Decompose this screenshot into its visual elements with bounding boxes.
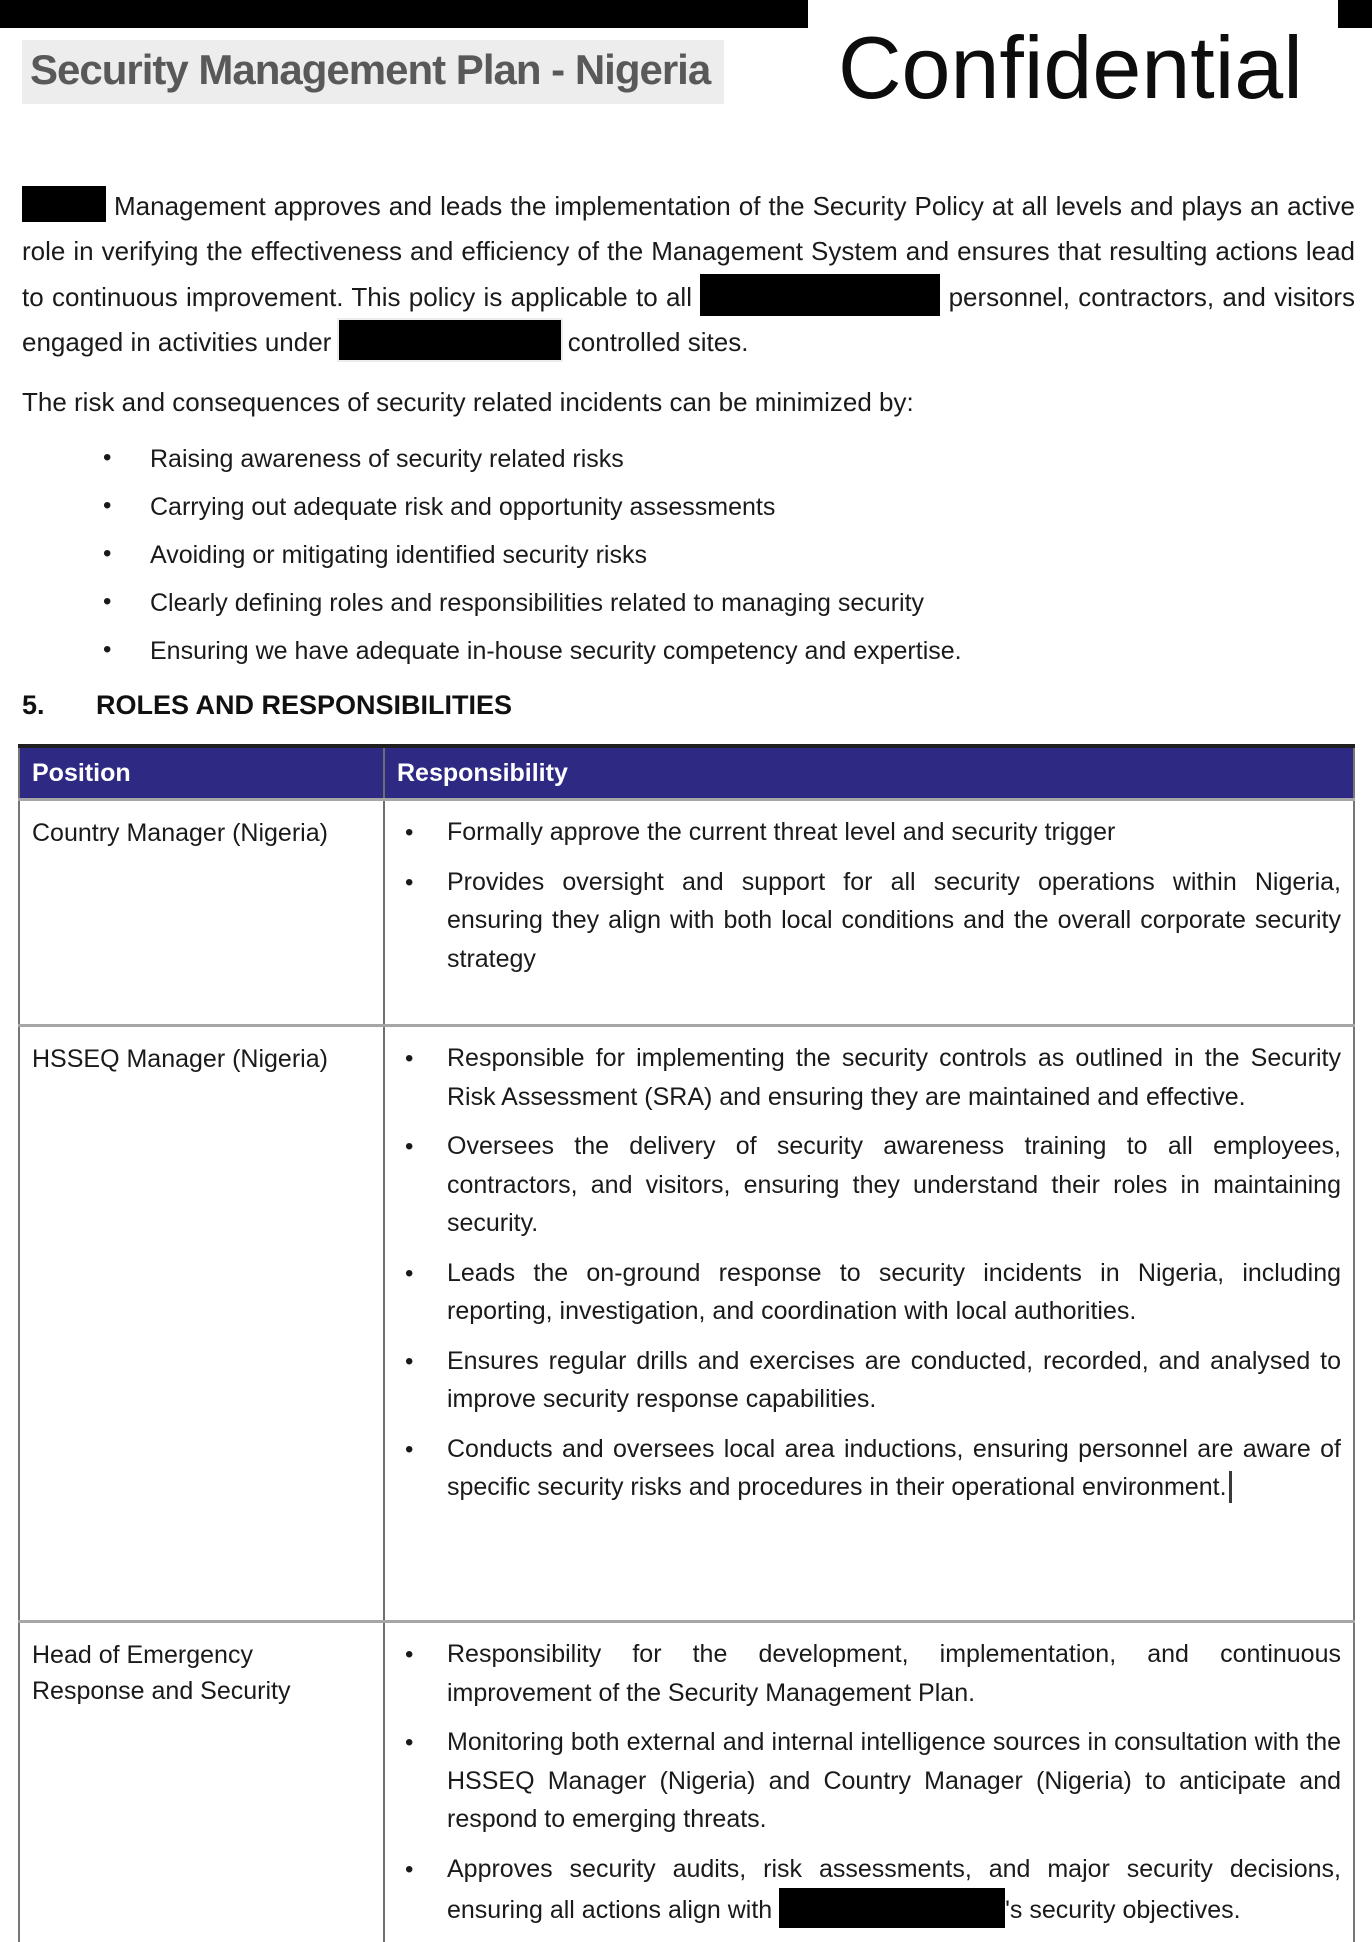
responsibility-item <box>405 1850 1341 1930</box>
bullet-icon: • <box>405 1729 414 1756</box>
table-header-row <box>19 746 1354 800</box>
responsibility-item <box>405 863 1341 979</box>
bullet-icon: • <box>405 1259 414 1287</box>
column-header-responsibility: Responsibility <box>384 746 1354 800</box>
position-cell: HSSEQ Manager (Nigeria) <box>19 1026 384 1622</box>
document-title: Security Management Plan - Nigeria <box>22 40 724 104</box>
bullet-icon: • <box>405 1045 414 1072</box>
redaction-box <box>22 186 106 222</box>
table-row <box>19 1622 1354 1942</box>
responsibility-cell <box>384 800 1354 1026</box>
responsibility-item <box>405 1254 1341 1331</box>
list-item-text: Ensuring we have adequate in-house security competency and expertise. <box>150 637 962 665</box>
bullet-icon: • <box>405 1641 414 1668</box>
bullet-icon: • <box>405 1855 414 1883</box>
section-heading <box>22 690 512 721</box>
redaction-box <box>700 274 940 316</box>
bullet-icon: • <box>103 492 112 519</box>
policy-bullet-list <box>22 442 1262 682</box>
responsibility-cell <box>384 1622 1354 1942</box>
roles-responsibilities-table <box>18 744 1355 1942</box>
section-title: ROLES AND RESPONSIBILITIES <box>96 690 513 720</box>
responsibility-item-text: Responsible for implementing the security controls as outlined in the Security Risk Assessment (SRA) and ensuring they are maintained and effective. <box>447 1044 1341 1111</box>
list-item <box>22 634 1262 668</box>
column-header-position: Position <box>19 746 384 800</box>
responsibility-item-text: Responsibility for the development, implementation, and continuous improvement of the Security Management Plan. <box>447 1640 1341 1707</box>
bullet-icon: • <box>405 1347 414 1375</box>
responsibility-item-text: Monitoring both external and internal intelligence sources in consultation with the HSSEQ Manager (Nigeria) and Country Manager (Nigeria) to anticipate and respond to emerging threats. <box>447 1728 1341 1833</box>
responsibility-item-text: Formally approve the current threat level and security trigger <box>447 818 1116 846</box>
responsibility-item-text: Conducts and oversees local area inductions, ensuring personnel are aware of specific security risks and procedures in their operational environment. <box>447 1434 1341 1501</box>
list-intro-paragraph: The risk and consequences of security related incidents can be minimized by: <box>22 387 914 417</box>
responsibility-item <box>405 1635 1341 1712</box>
bullet-icon: • <box>103 588 112 615</box>
list-item <box>22 538 1262 572</box>
list-item-text: Avoiding or mitigating identified security risks <box>150 541 647 569</box>
responsibility-item <box>405 1342 1341 1419</box>
responsibility-item <box>405 1039 1341 1116</box>
responsibility-item <box>405 1430 1341 1507</box>
text-cursor <box>1229 1471 1232 1503</box>
responsibility-cell <box>384 1026 1354 1622</box>
responsibility-item <box>405 813 1341 852</box>
list-item-text: Raising awareness of security related risks <box>150 445 624 473</box>
responsibility-item <box>405 1127 1341 1243</box>
responsibility-item <box>405 1723 1341 1839</box>
responsibility-item-text: Ensures regular drills and exercises are conducted, recorded, and analysed to improve security response capabilities. <box>447 1346 1341 1413</box>
position-cell: Country Manager (Nigeria) <box>19 800 384 1026</box>
bullet-icon: • <box>103 540 112 567</box>
responsibility-item-text: Oversees the delivery of security awareness training to all employees, contractors, and visitors, ensuring they understand their roles in maintaining security. <box>447 1132 1341 1237</box>
responsibility-item-text: Approves security audits, risk assessments, and major security decisions, ensuring all actions align with 's security objectives. <box>447 1855 1341 1925</box>
redaction-box <box>339 320 561 360</box>
section-number: 5. <box>22 690 45 720</box>
list-item <box>22 490 1262 524</box>
table-row <box>19 1026 1354 1622</box>
bullet-icon: • <box>405 819 414 846</box>
list-item <box>22 442 1262 476</box>
bullet-icon: • <box>405 1435 414 1463</box>
bullet-icon: • <box>405 1133 414 1160</box>
corner-redaction-box <box>1338 0 1372 28</box>
bullet-icon: • <box>103 444 112 471</box>
responsibility-item-text: Leads the on-ground response to security incidents in Nigeria, including reporting, investigation, and coordination with local authorities. <box>447 1258 1341 1325</box>
intro-paragraph: Management approves and leads the implementation of the Security Policy at all levels and plays an active role in verifying the effectiveness and efficiency of the Management System and ensures that resulting actions lead to continuous improvement. This policy is applicable to all personnel, contractors, and visitors engaged in activities under controlled sites. <box>22 184 1355 365</box>
list-item-text: Clearly defining roles and responsibilities related to managing security <box>150 589 925 617</box>
confidential-watermark: Confidential <box>838 18 1303 117</box>
header-redaction-bar <box>0 0 808 28</box>
position-cell: Head of Emergency Response and Security <box>19 1622 384 1942</box>
bullet-icon: • <box>405 868 414 896</box>
bullet-icon: • <box>103 636 112 663</box>
redaction-box <box>779 1888 1005 1928</box>
list-item <box>22 586 1262 620</box>
table-row <box>19 800 1354 1026</box>
list-item-text: Carrying out adequate risk and opportunity assessments <box>150 493 776 521</box>
responsibility-item-text: Provides oversight and support for all security operations within Nigeria, ensuring they align with both local conditions and the overall corporate security strategy <box>447 867 1341 973</box>
